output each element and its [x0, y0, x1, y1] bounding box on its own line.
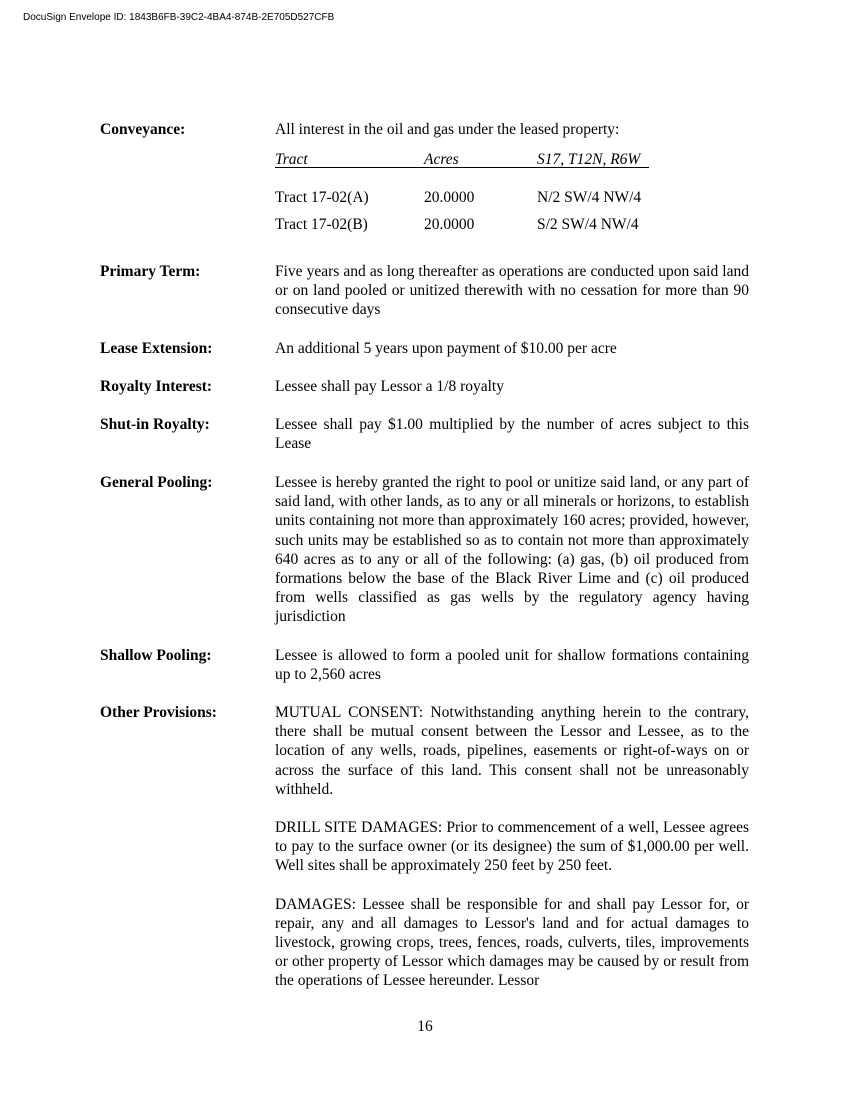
- general-pooling-label: General Pooling:: [100, 474, 213, 491]
- conveyance-intro: All interest in the oil and gas under the leased property:: [275, 121, 620, 138]
- other-provisions-label: Other Provisions:: [100, 704, 217, 721]
- cell-tract: Tract 17-02(B): [275, 216, 368, 233]
- primary-term-text: Five years and as long thereafter as operations are conducted upon said land or on land pooled or unitized therewith with no cessation for more than 90 consecutive days: [275, 263, 749, 319]
- page-number: 16: [417, 1018, 433, 1035]
- royalty-interest-label: Royalty Interest:: [100, 378, 213, 395]
- cell-acres: 20.0000: [424, 189, 475, 206]
- lease-extension-label: Lease Extension:: [100, 340, 213, 357]
- primary-term-label: Primary Term:: [100, 263, 201, 280]
- cell-tract: Tract 17-02(A): [275, 189, 369, 206]
- header-tract: Tract: [275, 151, 308, 168]
- general-pooling-text: Lessee is hereby granted the right to pool or unitize said land, or any part of said land, with other lands, as to any or all minerals or horizons, to establish units containing not more than approximately 160 acres; provided, however, such units may be established so as to contain not more than approximately 640 acres as to any or all of the following: (a) gas, (b) oil produced from formations below the base of the Black River Lime and (c) oil produced from wells classified as gas wells by the regulatory agency having jurisdiction: [275, 474, 749, 626]
- tract-table: [275, 150, 749, 242]
- table-row: [275, 188, 749, 215]
- other-provisions-body: [275, 703, 749, 991]
- shut-in-royalty-text: Lessee shall pay $1.00 multiplied by the number of acres subject to this Lease: [275, 416, 749, 453]
- provision-mutual-consent: MUTUAL CONSENT: Notwithstanding anything herein to the contrary, there shall be mutual consent between the Lessor and Lessee, as to the location of any wells, roads, pipelines, easements or right-of-ways on or across the surface of this land. This consent shall not be unreasonably withheld.: [275, 704, 749, 798]
- cell-location: S/2 SW/4 NW/4: [537, 216, 639, 233]
- provision-damages: DAMAGES: Lessee shall be responsible for and shall pay Lessor for, or repair, any and all damages to Lessor's land and for actual damages to livestock, growing crops, trees, fences, roads, culverts, tiles, improvements or other property of Lessor which damages may be caused by or result from the operations of Lessee hereunder. Lessor: [275, 895, 749, 990]
- table-row: [275, 215, 749, 242]
- cell-location: N/2 SW/4 NW/4: [537, 189, 642, 206]
- cell-acres: 20.0000: [424, 216, 475, 233]
- provision-drill-site-damages: DRILL SITE DAMAGES: Prior to commencement of a well, Lessee agrees to pay to the surface owner (or its designee) the sum of $1,000.00 per well. Well sites shall be approximately 250 feet by 250 feet.: [275, 819, 749, 875]
- shut-in-royalty-label: Shut-in Royalty:: [100, 416, 210, 433]
- tract-table-header: [275, 150, 749, 169]
- conveyance-label: Conveyance:: [100, 121, 186, 138]
- royalty-interest-text: Lessee shall pay Lessor a 1/8 royalty: [275, 378, 504, 395]
- shallow-pooling-text: Lessee is allowed to form a pooled unit for shallow formations containing up to 2,560 acres: [275, 647, 749, 684]
- shallow-pooling-label: Shallow Pooling:: [100, 647, 212, 664]
- lease-extension-text: An additional 5 years upon payment of $10.00 per acre: [275, 340, 617, 357]
- header-acres: Acres: [424, 151, 459, 168]
- envelope-id: DocuSign Envelope ID: 1843B6FB-39C2-4BA4-874B-2E705D527CFB: [23, 12, 335, 23]
- header-location: S17, T12N, R6W: [537, 151, 641, 168]
